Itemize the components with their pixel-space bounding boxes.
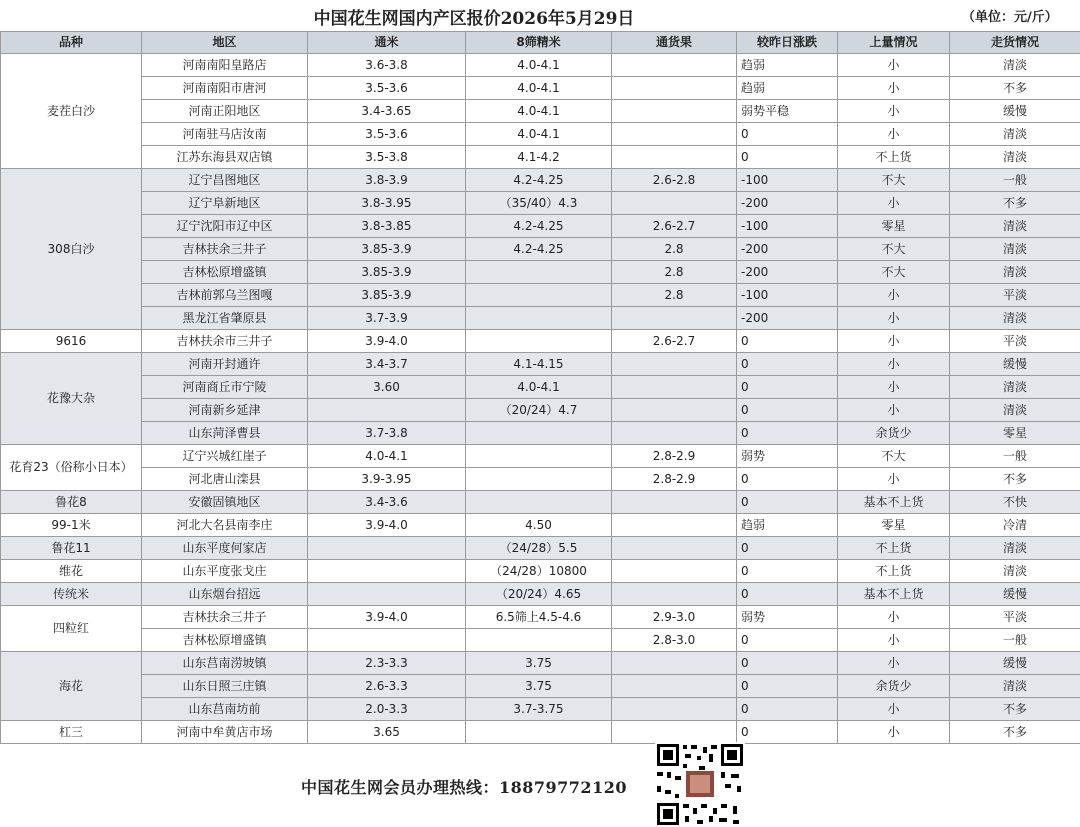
supply-cell: 小 [838,652,950,675]
region-cell: 河南南阳皇路店 [142,54,308,77]
table-row [1,330,1080,353]
tonghuoguo-cell [612,399,737,422]
supply-cell: 小 [838,54,950,77]
8sieve-cell [466,422,612,445]
region-cell: 吉林扶余市三井子 [142,330,308,353]
demand-cell: 平淡 [950,606,1080,629]
tongmi-cell: 3.8-3.9 [308,169,466,192]
tongmi-cell [308,583,466,606]
tongmi-cell: 3.9-4.0 [308,514,466,537]
variety-cell: 花育23（俗称小日本） [1,445,142,491]
tonghuoguo-cell [612,422,737,445]
change-cell: 0 [737,583,838,606]
tonghuoguo-cell: 2.6-2.7 [612,330,737,353]
title-bar [0,0,1080,32]
col-header-supply: 上量情况 [838,32,950,54]
table-row [1,284,1080,307]
change-cell: -100 [737,169,838,192]
table-row [1,192,1080,215]
region-cell: 吉林前郭乌兰图嘎 [142,284,308,307]
tongmi-cell: 3.5-3.8 [308,146,466,169]
change-cell: 趋弱 [737,514,838,537]
table-row [1,422,1080,445]
variety-cell: 鲁花8 [1,491,142,514]
supply-cell: 不上货 [838,560,950,583]
page-title: 中国花生网国内产区报价2026年5月29日 [313,9,635,29]
demand-cell: 清淡 [950,261,1080,284]
8sieve-cell [466,491,612,514]
supply-cell: 余货少 [838,675,950,698]
table-row [1,215,1080,238]
tongmi-cell: 3.7-3.8 [308,422,466,445]
supply-cell: 小 [838,399,950,422]
tonghuoguo-cell [612,100,737,123]
demand-cell: 清淡 [950,376,1080,399]
table-row [1,514,1080,537]
8sieve-cell: 4.0-4.1 [466,123,612,146]
tonghuoguo-cell [612,491,737,514]
supply-cell: 小 [838,192,950,215]
region-cell: 山东平度何家店 [142,537,308,560]
supply-cell: 余货少 [838,422,950,445]
table-row [1,77,1080,100]
region-cell: 辽宁昌图地区 [142,169,308,192]
8sieve-cell: （24/28）10800 [466,560,612,583]
8sieve-cell [466,307,612,330]
demand-cell: 不多 [950,192,1080,215]
tongmi-cell: 3.5-3.6 [308,77,466,100]
col-header-tongmi: 通米 [308,32,466,54]
8sieve-cell: 4.2-4.25 [466,238,612,261]
table-row [1,652,1080,675]
tonghuoguo-cell: 2.8 [612,284,737,307]
tongmi-cell: 3.9-4.0 [308,606,466,629]
8sieve-cell: 3.75 [466,652,612,675]
variety-cell: 9616 [1,330,142,353]
demand-cell: 清淡 [950,675,1080,698]
region-cell: 辽宁兴城红崖子 [142,445,308,468]
tonghuoguo-cell [612,560,737,583]
region-cell: 吉林松原增盛镇 [142,261,308,284]
col-header-8sieve: 8筛精米 [466,32,612,54]
8sieve-cell: 3.75 [466,675,612,698]
tongmi-cell: 3.65 [308,721,466,744]
supply-cell: 基本不上货 [838,583,950,606]
change-cell: 0 [737,123,838,146]
tongmi-cell [308,537,466,560]
table-row [1,445,1080,468]
supply-cell: 不大 [838,445,950,468]
price-table [0,31,1080,744]
table-row [1,606,1080,629]
table-row [1,261,1080,284]
change-cell: 0 [737,675,838,698]
tongmi-cell: 3.60 [308,376,466,399]
region-cell: 河南南阳市唐河 [142,77,308,100]
tongmi-cell: 3.5-3.6 [308,123,466,146]
change-cell: 0 [737,698,838,721]
region-cell: 山东莒南涝坡镇 [142,652,308,675]
supply-cell: 小 [838,606,950,629]
region-cell: 河北大名县南李庄 [142,514,308,537]
tongmi-cell: 3.4-3.7 [308,353,466,376]
tonghuoguo-cell: 2.6-2.7 [612,215,737,238]
demand-cell: 平淡 [950,284,1080,307]
demand-cell: 清淡 [950,238,1080,261]
supply-cell: 小 [838,330,950,353]
8sieve-cell: 4.2-4.25 [466,169,612,192]
tongmi-cell: 3.7-3.9 [308,307,466,330]
table-row [1,353,1080,376]
8sieve-cell: 4.0-4.1 [466,100,612,123]
variety-cell: 99-1米 [1,514,142,537]
tongmi-cell: 2.3-3.3 [308,652,466,675]
supply-cell: 不上货 [838,146,950,169]
tongmi-cell: 3.8-3.85 [308,215,466,238]
supply-cell: 小 [838,353,950,376]
tonghuoguo-cell: 2.6-2.8 [612,169,737,192]
supply-cell: 小 [838,629,950,652]
8sieve-cell: （24/28）5.5 [466,537,612,560]
supply-cell: 小 [838,284,950,307]
change-cell: 0 [737,629,838,652]
variety-cell: 鲁花11 [1,537,142,560]
demand-cell: 一般 [950,445,1080,468]
tonghuoguo-cell: 2.8-2.9 [612,445,737,468]
tonghuoguo-cell: 2.8 [612,238,737,261]
region-cell: 河南正阳地区 [142,100,308,123]
tongmi-cell: 4.0-4.1 [308,445,466,468]
change-cell: 0 [737,468,838,491]
table-row [1,238,1080,261]
table-row [1,560,1080,583]
tongmi-cell [308,560,466,583]
change-cell: 0 [737,652,838,675]
supply-cell: 小 [838,721,950,744]
tonghuoguo-cell [612,353,737,376]
table-row [1,54,1080,77]
tonghuoguo-cell [612,514,737,537]
change-cell: 0 [737,376,838,399]
supply-cell: 不上货 [838,537,950,560]
region-cell: 吉林扶余三井子 [142,606,308,629]
region-cell: 河南新乡延津 [142,399,308,422]
region-cell: 吉林扶余三井子 [142,238,308,261]
tongmi-cell: 3.6-3.8 [308,54,466,77]
change-cell: -200 [737,192,838,215]
tonghuoguo-cell: 2.8-3.0 [612,629,737,652]
tonghuoguo-cell [612,77,737,100]
region-cell: 江苏东海县双店镇 [142,146,308,169]
change-cell: -200 [737,261,838,284]
change-cell: 0 [737,422,838,445]
table-row [1,629,1080,652]
tonghuoguo-cell: 2.8 [612,261,737,284]
col-header-tonghuoguo: 通货果 [612,32,737,54]
region-cell: 山东烟台招远 [142,583,308,606]
region-cell: 山东菏泽曹县 [142,422,308,445]
demand-cell: 清淡 [950,54,1080,77]
8sieve-cell: （20/24）4.65 [466,583,612,606]
col-header-demand: 走货情况 [950,32,1080,54]
table-row [1,376,1080,399]
variety-cell: 传统米 [1,583,142,606]
change-cell: 0 [737,330,838,353]
demand-cell: 不多 [950,721,1080,744]
change-cell: 0 [737,560,838,583]
demand-cell: 零星 [950,422,1080,445]
tongmi-cell: 3.8-3.95 [308,192,466,215]
demand-cell: 清淡 [950,560,1080,583]
change-cell: 0 [737,399,838,422]
supply-cell: 小 [838,123,950,146]
8sieve-cell: 3.7-3.75 [466,698,612,721]
8sieve-cell: 6.5筛上4.5-4.6 [466,606,612,629]
demand-cell: 不多 [950,698,1080,721]
hotline-text: 中国花生网会员办理热线：18879772120 [301,778,627,797]
region-cell: 黑龙江省肇原县 [142,307,308,330]
change-cell: -200 [737,307,838,330]
tonghuoguo-cell: 2.8-2.9 [612,468,737,491]
change-cell: 0 [737,537,838,560]
supply-cell: 小 [838,307,950,330]
demand-cell: 缓慢 [950,100,1080,123]
demand-cell: 一般 [950,629,1080,652]
variety-cell: 花豫大杂 [1,353,142,445]
demand-cell: 清淡 [950,123,1080,146]
region-cell: 辽宁沈阳市辽中区 [142,215,308,238]
region-cell: 河南商丘市宁陵 [142,376,308,399]
qr-code-icon [655,742,745,827]
tongmi-cell: 3.4-3.65 [308,100,466,123]
region-cell: 山东平度张戈庄 [142,560,308,583]
supply-cell: 零星 [838,514,950,537]
change-cell: 弱势平稳 [737,100,838,123]
tonghuoguo-cell [612,146,737,169]
col-header-variety: 品种 [1,32,142,54]
tonghuoguo-cell [612,537,737,560]
supply-cell: 不大 [838,169,950,192]
supply-cell: 小 [838,468,950,491]
tonghuoguo-cell [612,675,737,698]
change-cell: 0 [737,353,838,376]
supply-cell: 零星 [838,215,950,238]
region-cell: 河南开封通许 [142,353,308,376]
variety-cell: 杠三 [1,721,142,744]
tongmi-cell [308,399,466,422]
8sieve-cell: 4.1-4.2 [466,146,612,169]
table-body [1,54,1080,744]
table-row [1,468,1080,491]
8sieve-cell [466,330,612,353]
region-cell: 河南中牟黄店市场 [142,721,308,744]
unit-label: （单位：元/斤） [962,10,1058,25]
region-cell: 辽宁阜新地区 [142,192,308,215]
region-cell: 吉林松原增盛镇 [142,629,308,652]
change-cell: 0 [737,146,838,169]
demand-cell: 清淡 [950,537,1080,560]
table-row [1,537,1080,560]
8sieve-cell: （35/40）4.3 [466,192,612,215]
demand-cell: 缓慢 [950,583,1080,606]
region-cell: 河北唐山滦县 [142,468,308,491]
change-cell: 0 [737,721,838,744]
tongmi-cell: 3.85-3.9 [308,238,466,261]
supply-cell: 小 [838,698,950,721]
change-cell: 0 [737,491,838,514]
demand-cell: 一般 [950,169,1080,192]
table-row [1,491,1080,514]
demand-cell: 清淡 [950,215,1080,238]
table-row [1,307,1080,330]
col-header-change: 较昨日涨跌 [737,32,838,54]
tonghuoguo-cell [612,307,737,330]
supply-cell: 小 [838,376,950,399]
tonghuoguo-cell [612,652,737,675]
tonghuoguo-cell [612,376,737,399]
region-cell: 山东莒南坊前 [142,698,308,721]
tonghuoguo-cell [612,54,737,77]
table-row [1,146,1080,169]
tongmi-cell: 2.6-3.3 [308,675,466,698]
8sieve-cell: 4.50 [466,514,612,537]
supply-cell: 不大 [838,238,950,261]
8sieve-cell: 4.1-4.15 [466,353,612,376]
change-cell: -100 [737,215,838,238]
demand-cell: 清淡 [950,307,1080,330]
supply-cell: 小 [838,100,950,123]
col-header-region: 地区 [142,32,308,54]
tonghuoguo-cell [612,583,737,606]
8sieve-cell [466,261,612,284]
8sieve-cell [466,445,612,468]
table-row [1,123,1080,146]
tonghuoguo-cell: 2.9-3.0 [612,606,737,629]
demand-cell: 缓慢 [950,353,1080,376]
header-row [1,32,1080,54]
tongmi-cell: 3.4-3.6 [308,491,466,514]
footer [0,741,1080,827]
change-cell: 弱势 [737,445,838,468]
8sieve-cell [466,468,612,491]
demand-cell: 冷清 [950,514,1080,537]
8sieve-cell [466,629,612,652]
tongmi-cell: 3.9-3.95 [308,468,466,491]
demand-cell: 清淡 [950,399,1080,422]
variety-cell: 维花 [1,560,142,583]
region-cell: 山东日照三庄镇 [142,675,308,698]
demand-cell: 平淡 [950,330,1080,353]
table-row [1,675,1080,698]
region-cell: 河南驻马店汝南 [142,123,308,146]
change-cell: -100 [737,284,838,307]
table-row [1,399,1080,422]
tonghuoguo-cell [612,123,737,146]
tongmi-cell: 2.0-3.3 [308,698,466,721]
8sieve-cell [466,284,612,307]
8sieve-cell: （20/24）4.7 [466,399,612,422]
demand-cell: 不多 [950,468,1080,491]
8sieve-cell: 4.2-4.25 [466,215,612,238]
table-row [1,100,1080,123]
table-row [1,169,1080,192]
variety-cell: 海花 [1,652,142,721]
tongmi-cell: 3.85-3.9 [308,261,466,284]
change-cell: -200 [737,238,838,261]
8sieve-cell: 4.0-4.1 [466,54,612,77]
demand-cell: 不快 [950,491,1080,514]
variety-cell: 308白沙 [1,169,142,330]
tonghuoguo-cell [612,192,737,215]
table-row [1,583,1080,606]
tonghuoguo-cell [612,698,737,721]
change-cell: 趋弱 [737,77,838,100]
region-cell: 安徽固镇地区 [142,491,308,514]
change-cell: 趋弱 [737,54,838,77]
supply-cell: 不大 [838,261,950,284]
8sieve-cell: 4.0-4.1 [466,77,612,100]
tongmi-cell [308,629,466,652]
variety-cell: 四粒红 [1,606,142,652]
demand-cell: 清淡 [950,146,1080,169]
tongmi-cell: 3.85-3.9 [308,284,466,307]
change-cell: 弱势 [737,606,838,629]
supply-cell: 基本不上货 [838,491,950,514]
table-row [1,698,1080,721]
demand-cell: 不多 [950,77,1080,100]
variety-cell: 麦茬白沙 [1,54,142,169]
supply-cell: 小 [838,77,950,100]
tongmi-cell: 3.9-4.0 [308,330,466,353]
demand-cell: 缓慢 [950,652,1080,675]
8sieve-cell: 4.0-4.1 [466,376,612,399]
